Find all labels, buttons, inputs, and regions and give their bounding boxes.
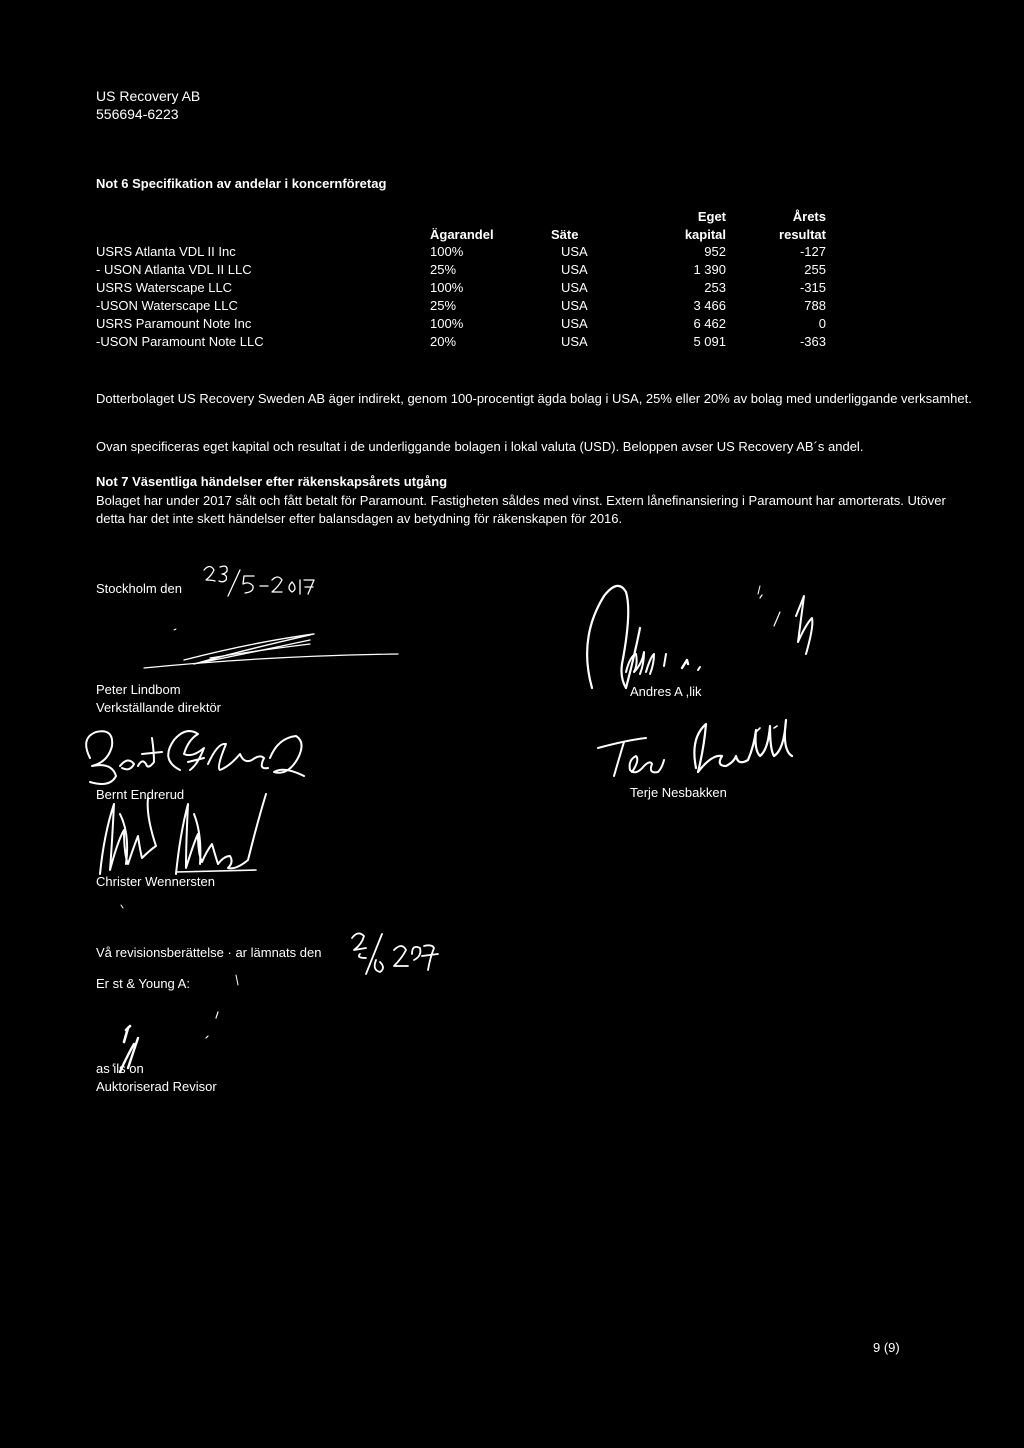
row-seat: USA [561,316,588,331]
note6-title: Not 6 Specifikation av andelar i koncernföretag [96,176,387,191]
signature-bernt-endrerud [80,718,320,788]
auditor-firm: Er st & Young A: [96,976,190,991]
row-seat: USA [561,244,588,259]
row-result: -363 [799,334,826,349]
signer-name: Peter Lindbom [96,682,181,697]
note6-paragraph-currency: Ovan specificeras eget kapital och resultat i de underliggande bolagen i lokal valuta (USD). Beloppen avser US Recovery AB´s andel. [96,439,864,454]
col-seat-header: Säte [551,227,579,242]
row-equity: 253 [704,280,726,295]
scan-artifact-dot [120,904,126,910]
place-label: Stockholm den [96,581,182,596]
col-result-header-2: resultat [779,227,826,242]
page-number: 9 (9) [873,1340,900,1355]
audit-handwritten-date [346,924,456,978]
row-result: -127 [799,244,826,259]
row-ownership: 100% [430,316,464,331]
row-name: USRS Atlanta VDL II Inc [96,244,236,259]
row-equity: 6 462 [693,316,726,331]
org-number: 556694-6223 [96,106,179,122]
row-seat: USA [561,334,588,349]
signer-name: Terje Nesbakken [630,785,727,800]
signer-title: Verkställande direktör [96,700,222,715]
auditor-firm-mark [234,974,240,988]
note6-paragraph-subsidiary: Dotterbolaget US Recovery Sweden AB äger indirekt, genom 100-procentigt ägda bolag i USA, 25% eller 20% av bolag med underliggande verksamhet. [96,391,972,406]
signature-christer-wennersten [90,794,270,880]
row-result: 255 [804,262,826,277]
row-name: -USON Paramount Note LLC [96,334,264,349]
row-name: USRS Paramount Note Inc [96,316,252,331]
signature-andres [580,576,830,696]
row-name: USRS Waterscape LLC [96,280,233,295]
row-name: -USON Waterscape LLC [96,298,238,313]
row-name: - USON Atlanta VDL II LLC [96,262,252,277]
row-ownership: 100% [430,244,464,259]
col-result-header-1: Årets [792,209,826,224]
signer-name: Bernt Endrerud [96,787,185,802]
row-seat: USA [561,262,588,277]
company-name: US Recovery AB [96,88,201,104]
audit-statement: Vå revisionsberättelse · ar lämnats den [96,945,322,960]
handwritten-date [200,562,320,602]
row-ownership: 25% [430,262,457,277]
row-ownership: 20% [430,334,457,349]
row-equity: 5 091 [693,334,726,349]
signer-name: Andres A ,lik [630,684,702,699]
row-result: 0 [818,316,826,331]
signer-name: Christer Wennersten [96,874,215,889]
auditor-name: as ̒ils on [96,1061,144,1076]
row-ownership: 100% [430,280,464,295]
row-seat: USA [561,298,588,313]
row-equity: 952 [704,244,726,259]
row-seat: USA [561,280,588,295]
note7-text: Bolaget har under 2017 sålt och fått betalt för Paramount. Fastigheten såldes med vinst. Extern lånefinansiering i Paramount har amorterats. Utöver detta har det inte skett händelser efter balansdagen av betydning för räkenskapen för 2016. [96,493,946,526]
signature-peter-lindbom [140,624,400,672]
col-equity-header-2: kapital [684,227,726,242]
row-result: -315 [799,280,826,295]
col-ownership-header: Ägarandel [430,227,494,242]
row-equity: 1 390 [693,262,726,277]
row-equity: 3 466 [693,298,726,313]
note7-title: Not 7 Väsentliga händelser efter räkenskapsårets utgång [96,474,448,489]
row-result: 788 [804,298,826,313]
row-ownership: 25% [430,298,457,313]
col-equity-header-1: Eget [697,209,726,224]
auditor-title: Auktoriserad Revisor [96,1079,217,1094]
